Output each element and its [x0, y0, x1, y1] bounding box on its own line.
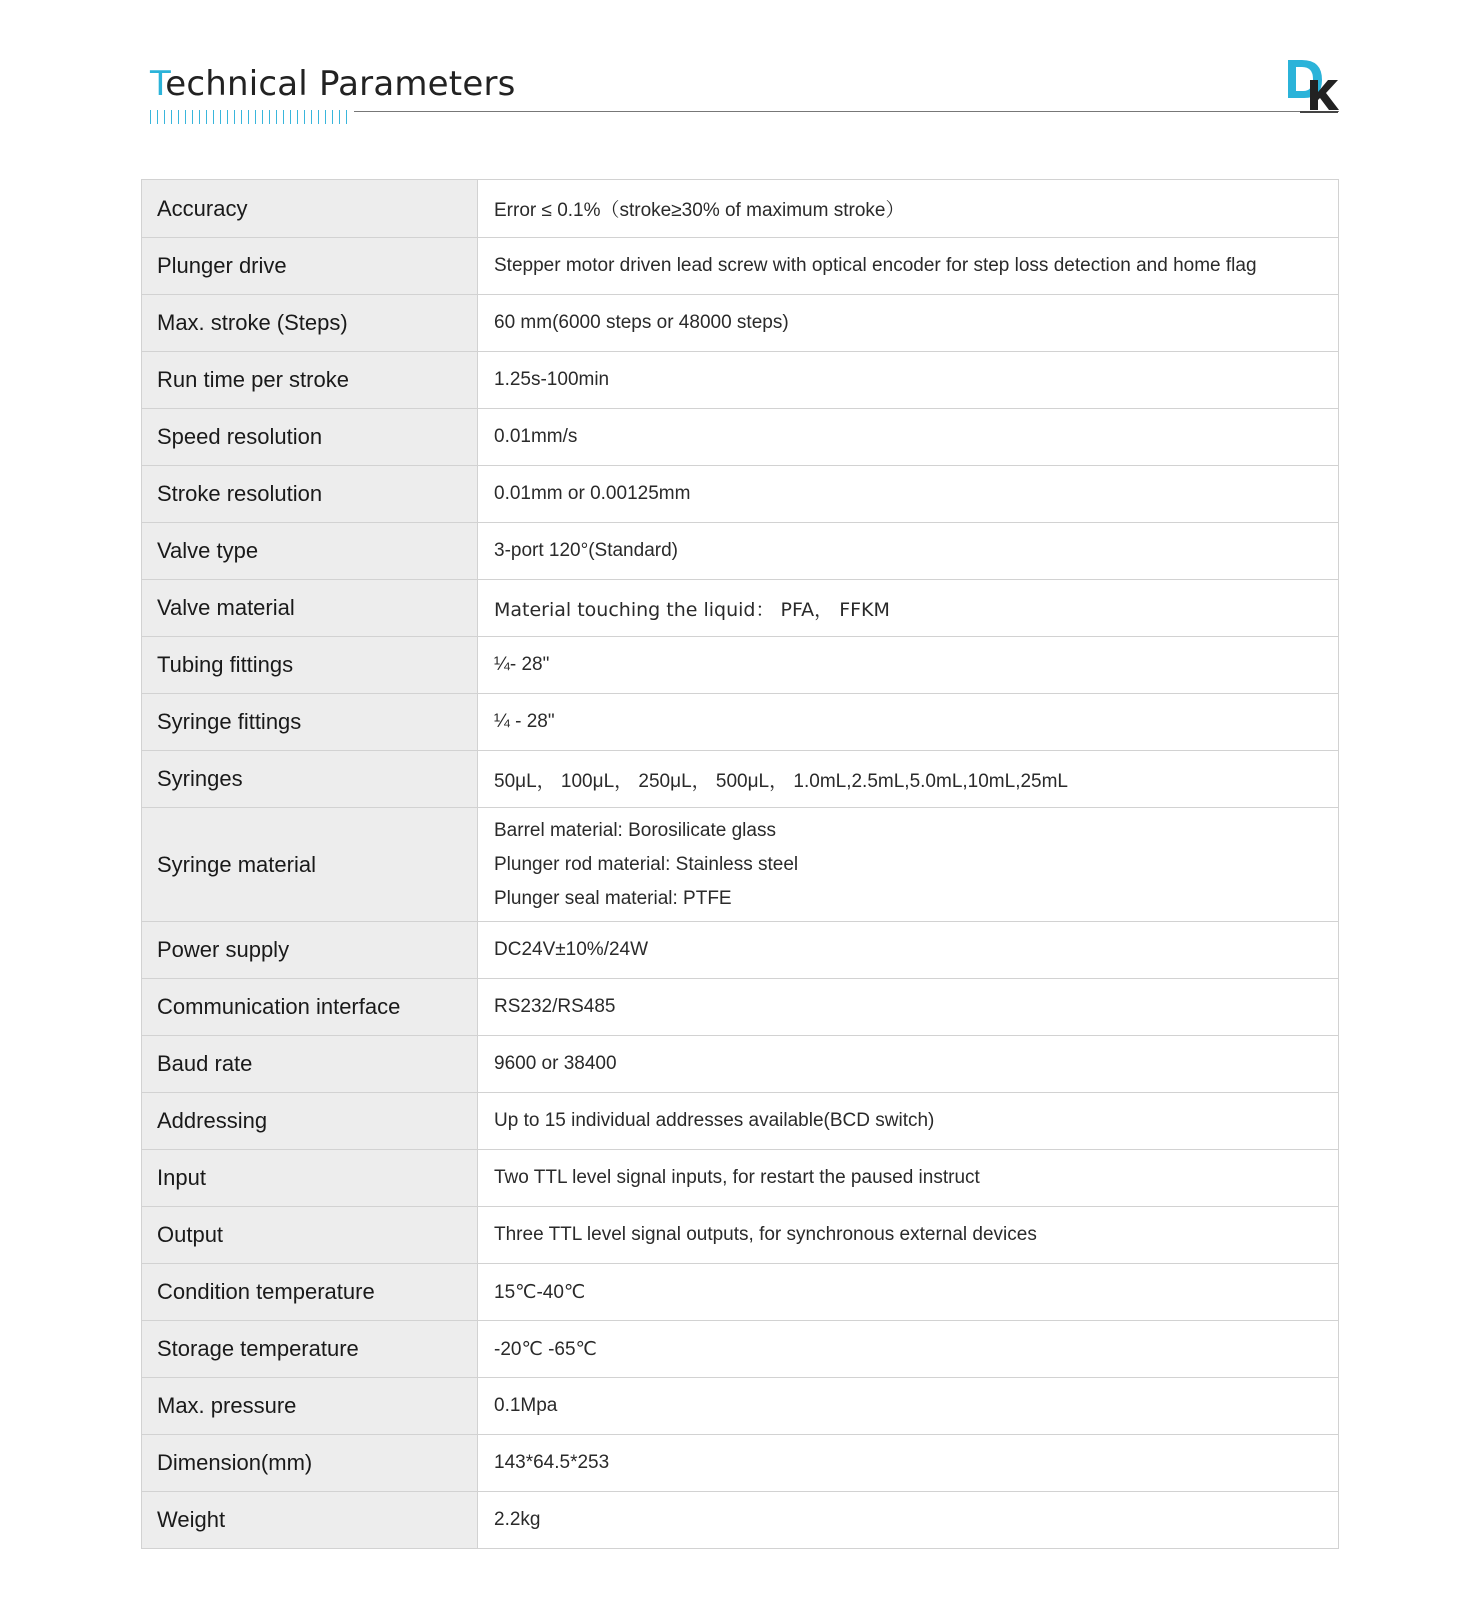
- spec-value: 0.1Mpa: [478, 1378, 1339, 1435]
- spec-value: Three TTL level signal outputs, for synchronous external devices: [478, 1207, 1339, 1264]
- spec-label: Syringe material: [142, 808, 478, 922]
- spec-label: Weight: [142, 1492, 478, 1549]
- spec-row: [142, 1264, 1339, 1321]
- technical-parameters-table: [141, 179, 1339, 1549]
- spec-label: Plunger drive: [142, 238, 478, 295]
- spec-value-line: Plunger rod material: Stainless steel: [494, 853, 799, 875]
- spec-label: Valve material: [142, 580, 478, 637]
- spec-row: [142, 1492, 1339, 1549]
- spec-value: Material touching the liquid： PFA， FFKM: [478, 580, 1339, 637]
- spec-label: Speed resolution: [142, 409, 478, 466]
- spec-value: 2.2kg: [478, 1492, 1339, 1549]
- spec-value: 9600 or 38400: [478, 1036, 1339, 1093]
- spec-row: [142, 1435, 1339, 1492]
- spec-value-line: Plunger seal material: PTFE: [494, 887, 732, 909]
- spec-value: ¼- 28": [478, 637, 1339, 694]
- spec-row: [142, 1207, 1339, 1264]
- spec-row: [142, 1378, 1339, 1435]
- spec-value: Up to 15 individual addresses available(BCD switch): [478, 1093, 1339, 1150]
- spec-label: Valve type: [142, 523, 478, 580]
- page-title: [150, 64, 516, 104]
- spec-row: [142, 580, 1339, 637]
- spec-value: 0.01mm or 0.00125mm: [478, 466, 1339, 523]
- spec-row: [142, 523, 1339, 580]
- spec-label: Condition temperature: [142, 1264, 478, 1321]
- header-divider: [354, 111, 1339, 112]
- spec-label: Communication interface: [142, 979, 478, 1036]
- spec-label: Run time per stroke: [142, 352, 478, 409]
- title-rest: echnical Parameters: [165, 64, 516, 104]
- spec-row: [142, 409, 1339, 466]
- spec-value: 3-port 120°(Standard): [478, 523, 1339, 580]
- page-header: [0, 0, 1480, 140]
- spec-value: Stepper motor driven lead screw with optical encoder for step loss detection and home flag: [478, 238, 1339, 295]
- spec-label: Power supply: [142, 922, 478, 979]
- spec-value: DC24V±10%/24W: [478, 922, 1339, 979]
- spec-row: [142, 1093, 1339, 1150]
- dk-logo-icon: [1286, 58, 1342, 112]
- title-underline-ticks: [150, 110, 350, 124]
- spec-value-line: Barrel material: Borosilicate glass: [494, 819, 776, 841]
- spec-value: ¼ - 28": [478, 694, 1339, 751]
- spec-label: Syringes: [142, 751, 478, 808]
- spec-value: 0.01mm/s: [478, 409, 1339, 466]
- spec-row: [142, 1321, 1339, 1378]
- spec-row: [142, 352, 1339, 409]
- spec-label: Storage temperature: [142, 1321, 478, 1378]
- spec-value: RS232/RS485: [478, 979, 1339, 1036]
- spec-value: -20℃ -65℃: [478, 1321, 1339, 1378]
- spec-row: [142, 637, 1339, 694]
- spec-label: Addressing: [142, 1093, 478, 1150]
- spec-row: [142, 295, 1339, 352]
- spec-row: [142, 180, 1339, 238]
- spec-value: 143*64.5*253: [478, 1435, 1339, 1492]
- spec-row: [142, 1036, 1339, 1093]
- spec-row: [142, 694, 1339, 751]
- spec-label: Max. stroke (Steps): [142, 295, 478, 352]
- spec-label: Input: [142, 1150, 478, 1207]
- spec-label: Dimension(mm): [142, 1435, 478, 1492]
- spec-label: Output: [142, 1207, 478, 1264]
- spec-value: 15℃-40℃: [478, 1264, 1339, 1321]
- spec-label: Stroke resolution: [142, 466, 478, 523]
- title-first-letter: T: [150, 64, 166, 104]
- spec-value: 50μL， 100μL， 250μL， 500μL， 1.0mL,2.5mL,5.0mL,10mL,25mL: [478, 751, 1339, 808]
- spec-label: Tubing fittings: [142, 637, 478, 694]
- spec-row: [142, 751, 1339, 808]
- spec-label: Max. pressure: [142, 1378, 478, 1435]
- spec-row: [142, 808, 1339, 922]
- spec-row: [142, 1150, 1339, 1207]
- spec-label: Accuracy: [142, 180, 478, 238]
- spec-label: Syringe fittings: [142, 694, 478, 751]
- spec-label: Baud rate: [142, 1036, 478, 1093]
- spec-value: 1.25s-100min: [478, 352, 1339, 409]
- spec-row: [142, 922, 1339, 979]
- spec-row: [142, 238, 1339, 295]
- spec-row: [142, 466, 1339, 523]
- spec-value: 60 mm(6000 steps or 48000 steps): [478, 295, 1339, 352]
- spec-value-multiline: [478, 808, 1339, 922]
- spec-value: Two TTL level signal inputs, for restart the paused instruct: [478, 1150, 1339, 1207]
- spec-value: Error ≤ 0.1%（stroke≥30% of maximum stroke）: [478, 180, 1339, 238]
- spec-row: [142, 979, 1339, 1036]
